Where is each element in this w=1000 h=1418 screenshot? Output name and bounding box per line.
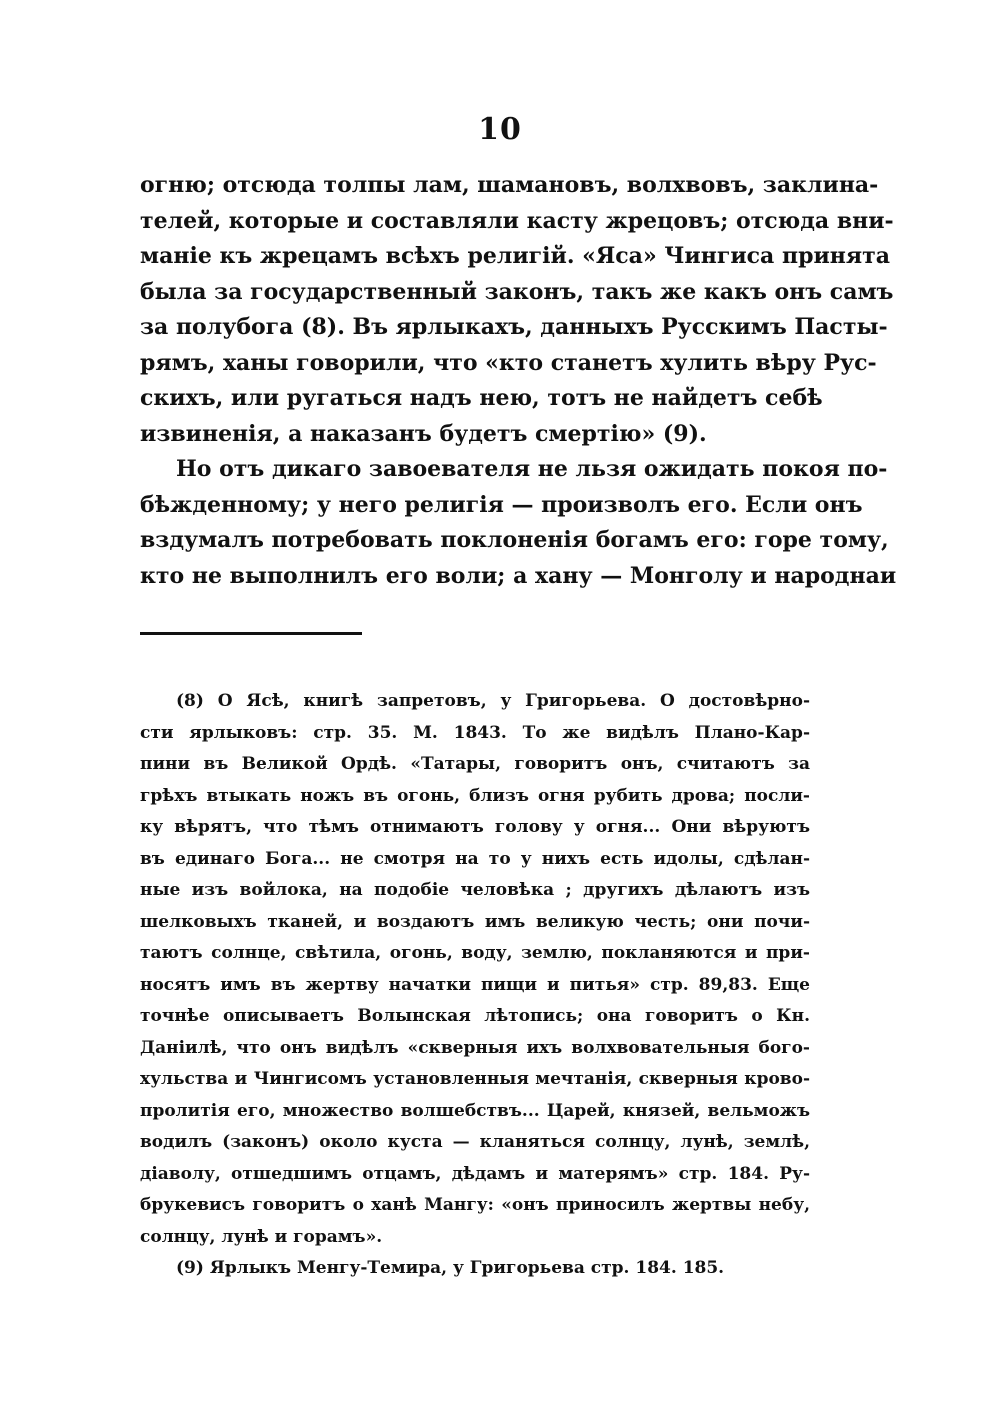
main-text-line: телей, которые и составляли касту жрецовъ; отсюда вни- bbox=[140, 207, 894, 234]
footnote-line: въ единаго Бога... не смотря на то у нихъ есть идолы, сдѣлан- bbox=[140, 848, 810, 869]
footnote-line: пини въ Великой Ордѣ. «Татары, говоритъ онъ, считаютъ за bbox=[140, 754, 810, 774]
footnote-line: (8) О Ясѣ, книгѣ запретовъ, у Григорьева. О достовѣрно- bbox=[176, 691, 810, 711]
footnote-line: точнѣе описываетъ Волынская лѣтопись; она говоритъ о Кн. bbox=[140, 1006, 810, 1026]
main-text-line: Но отъ дикаго завоевателя не льзя ожидать покоя по- bbox=[176, 456, 888, 482]
footnote-line: пролитія его, множество волшебствъ... Царей, князей, вельможъ bbox=[140, 1100, 810, 1121]
main-text-line: бѣжденному; у него религія — произволъ его. Если онъ bbox=[140, 491, 863, 518]
main-text-line: была за государственный законъ, такъ же какъ онъ самъ bbox=[140, 278, 894, 305]
page-number: 10 bbox=[478, 112, 522, 147]
main-text-line: извиненія, а наказанъ будетъ смертію» (9). bbox=[140, 420, 707, 447]
footnote-line: хульства и Чингисомъ установленныя мечтанія, скверныя крово- bbox=[140, 1069, 810, 1089]
footnote-line: солнцу, лунѣ и горамъ». bbox=[140, 1226, 383, 1247]
footnote-line: Даніилѣ, что онъ видѣлъ «скверныя ихъ волхвовательныя бого- bbox=[140, 1037, 810, 1058]
footnote-line: шелковыхъ тканей, и воздаютъ имъ великую честь; они почи- bbox=[140, 911, 810, 932]
footnote-line: таютъ солнце, свѣтила, огонь, воду, землю, покланяются и при- bbox=[140, 943, 810, 963]
main-text-line: маніе къ жрецамъ всѣхъ религій. «Яса» Чингиса принята bbox=[140, 243, 891, 269]
footnote-line: ные изъ войлока, на подобіе человѣка ; другихъ дѣлаютъ изъ bbox=[140, 880, 810, 900]
footnote-line: носятъ имъ въ жертву начатки пищи и питья» стр. 89,83. Еще bbox=[140, 974, 810, 995]
footnote-separator bbox=[140, 632, 362, 635]
main-text-line: рямъ, ханы говорили, что «кто станетъ хулить вѣру Рус- bbox=[140, 349, 877, 376]
footnote-line: сти ярлыковъ: стр. 35. М. 1843. То же видѣлъ Плано-Кар- bbox=[140, 722, 810, 743]
main-text-line: вздумалъ потребовать поклоненія богамъ его: горе тому, bbox=[140, 527, 889, 553]
main-text-block bbox=[140, 168, 897, 594]
footnote-line: ку вѣрятъ, что тѣмъ отнимаютъ голову у огня... Они вѣруютъ bbox=[140, 817, 810, 837]
main-text-line: огню; отсюда толпы лам, шамановъ, волхвовъ, заклина- bbox=[140, 172, 879, 198]
main-text-line: скихъ, или ругаться надъ нею, тотъ не найдетъ себѣ bbox=[140, 385, 823, 411]
footnote-line: (9) Ярлыкъ Менгу-Темира, у Григорьева стр. 184. 185. bbox=[176, 1258, 725, 1278]
main-text-line: кто не выполнилъ его воли; а хану — Монголу и народнаи bbox=[140, 562, 897, 589]
footnote-line: брукевисъ говоритъ о ханѣ Мангу: «онъ приносилъ жертвы небу, bbox=[140, 1195, 810, 1215]
footnote-line: водилъ (законъ) около куста — кланяться солнцу, лунѣ, землѣ, bbox=[140, 1132, 810, 1152]
footnote-line: грѣхъ втыкать ножъ въ огонь, близъ огня рубить дрова; посли- bbox=[140, 785, 810, 806]
main-text-line: за полубога (8). Въ ярлыкахъ, данныхъ Русскимъ Пасты- bbox=[140, 314, 888, 340]
footnote-line: діаволу, отшедшимъ отцамъ, дѣдамъ и матерямъ» стр. 184. Ру- bbox=[140, 1163, 810, 1184]
footnotes-block bbox=[140, 686, 810, 1285]
